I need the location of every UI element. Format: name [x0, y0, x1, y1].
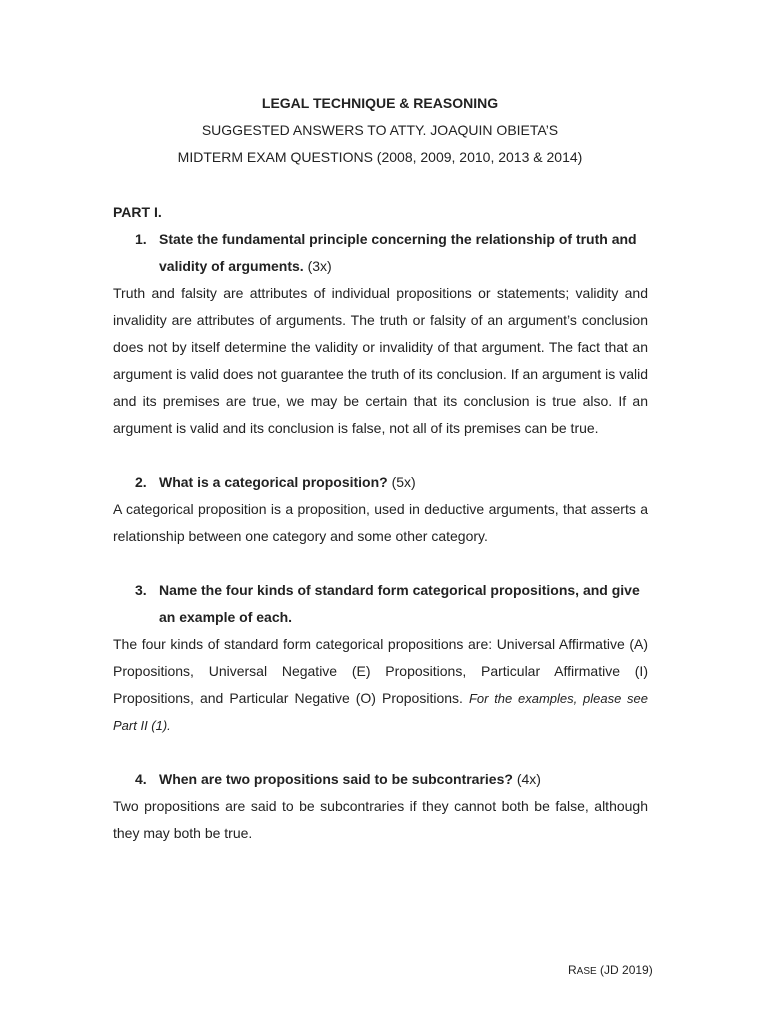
question-text-wrap: [159, 766, 648, 793]
question-count: (3x): [307, 258, 332, 274]
question-1: [113, 226, 648, 280]
question-2: [113, 469, 648, 496]
spacer: [113, 739, 648, 766]
answer-1: Truth and falsity are attributes of individual propositions or statements; validity and invalidity are attributes of arguments. The truth or falsity of an argument’s conclusion does not by itself determine the validity or invalidity of that argument. The fact that an argument is valid does not guarantee the truth of its conclusion. If an argument is valid and its premises are true, we may be certain that its conclusion is true also. If an argument is valid and its conclusion is false, not all of its premises can be true.: [113, 285, 648, 436]
question-text: When are two propositions said to be subcontraries?: [159, 771, 513, 787]
part-heading: PART I.: [113, 204, 162, 220]
answer-4: Two propositions are said to be subcontraries if they cannot both be false, although they may both be true.: [113, 798, 648, 841]
question-4: [113, 766, 648, 793]
document-content: [113, 90, 648, 847]
question-number: 1.: [135, 231, 147, 247]
question-count: (5x): [391, 474, 416, 490]
question-count: (4x): [516, 771, 541, 787]
question-text: What is a categorical proposition?: [159, 474, 388, 490]
question-text: Name the four kinds of standard form categorical propositions, and give an example of each.: [159, 582, 640, 625]
document-subtitle-line2: MIDTERM EXAM QUESTIONS (2008, 2009, 2010, 2013 & 2014): [177, 149, 583, 165]
answer-3: [113, 631, 648, 739]
answer-note: For the examples, please see Part II (1).: [113, 691, 649, 733]
title-block: [105, 90, 655, 171]
answer-text: The four kinds of standard form categorical propositions are: Universal Affirmative (A) Propositions, Universal Negative (E) Propositions, Particular Affirmative (I) Propositions, and Particular Negative (O) Propositions.: [113, 636, 648, 706]
document-subtitle-line1: SUGGESTED ANSWERS TO ATTY. JOAQUIN OBIETA’S: [201, 122, 559, 138]
question-text-wrap: [159, 469, 648, 496]
spacer: [113, 550, 648, 577]
document-title: LEGAL TECHNIQUE & REASONING: [261, 95, 499, 111]
question-3: [113, 577, 648, 631]
question-number: 4.: [135, 771, 147, 787]
question-text-wrap: [159, 577, 648, 631]
question-number: 2.: [135, 474, 147, 490]
spacer: [113, 442, 648, 469]
question-number: 3.: [135, 582, 147, 598]
footer-author-rest: ASE: [576, 966, 597, 977]
page-footer: [568, 962, 653, 980]
question-text: State the fundamental principle concerning the relationship of truth and validity of arguments.: [159, 231, 637, 274]
footer-author-initial: R: [568, 963, 577, 977]
footer-author-suffix: (JD 2019): [600, 963, 653, 977]
answer-2: A categorical proposition is a proposition, used in deductive arguments, that asserts a relationship between one category and some other category.: [113, 501, 648, 544]
question-text-wrap: [159, 226, 648, 280]
